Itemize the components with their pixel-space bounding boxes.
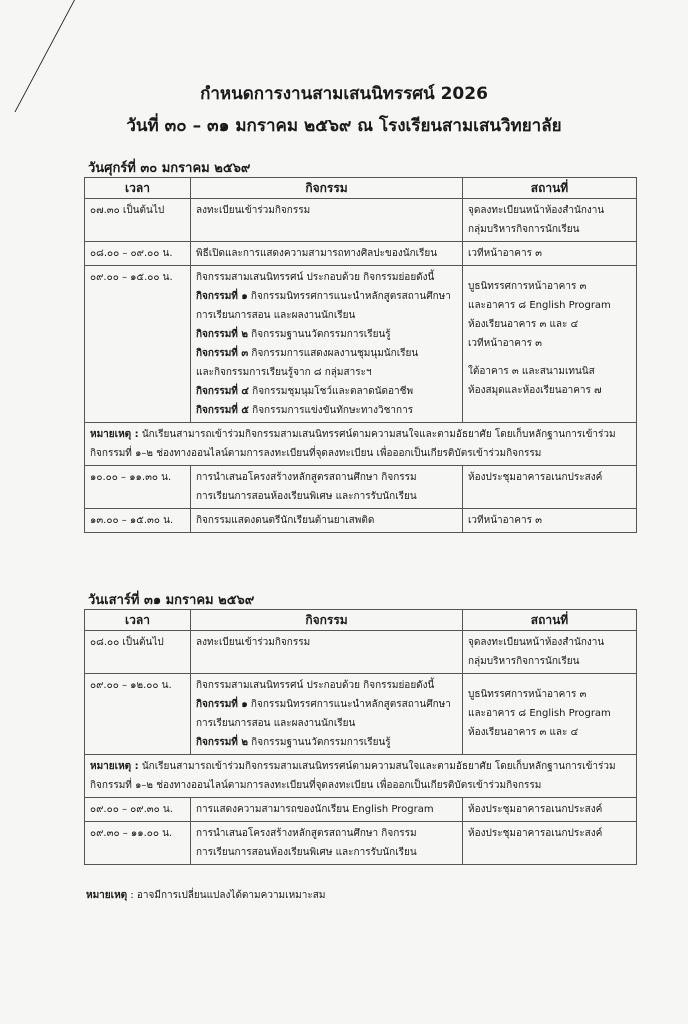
row-location: บูธนิทรรศการหน้าอาคาร ๓ และอาคาร ๘ English Program ห้องเรียนอาคาร ๓ และ ๔: [463, 674, 637, 755]
row-location: บูธนิทรรศการหน้าอาคาร ๓ และอาคาร ๘ English Program ห้องเรียนอาคาร ๓ และ ๔ เวทีหน้าอาคาร ๓ ใต้อาคาร ๓ และสนามเทนนิส ห้องสมุดและห้องเรียนอาคาร ๗: [463, 266, 637, 423]
table-row: [85, 242, 637, 266]
table-row: [85, 509, 637, 533]
row-time: ๐๘.๐๐ เป็นต้นไป: [85, 631, 191, 674]
footer-note-label: หมายเหตุ: [86, 890, 128, 901]
header-location: สถานที่: [463, 178, 637, 199]
row-location: ห้องประชุมอาคารอเนกประสงค์: [463, 798, 637, 822]
row-time: ๐๙.๓๐ – ๑๑.๐๐ น.: [85, 822, 191, 865]
row-time: ๑๓.๐๐ – ๑๕.๓๐ น.: [85, 509, 191, 533]
table-row: [85, 631, 637, 674]
day1-schedule-table: [84, 177, 637, 533]
document-subtitle: วันที่ ๓๐ – ๓๑ มกราคม ๒๕๖๙ ณ โรงเรียนสามเสนวิทยาลัย: [126, 116, 562, 136]
row-activity: พิธีเปิดและการแสดงความสามารถทางศิลปะของนักเรียน: [191, 242, 463, 266]
row-activity: การแสดงความสามารถของนักเรียน English Program: [191, 798, 463, 822]
row-location: ห้องประชุมอาคารอเนกประสงค์: [463, 466, 637, 509]
row-activity: กิจกรรมสามเสนนิทรรศน์ ประกอบด้วย กิจกรรมย่อยดังนี้ กิจกรรมที่ ๑ กิจกรรมนิทรรศการแนะนำหลักสูตรสถานศึกษา การเรียนการสอน และผลงานนักเรียน กิจกรรมที่ ๒ กิจกรรมฐานนวัตกรรมการเรียนรู้ กิจกรรมที่ ๓ กิจกรรมการแสดงผลงานชุมนุมนักเรียน และกิจกรรมการเรียนรู้จาก ๘ กลุ่มสาระฯ กิจกรรมที่ ๔ กิจกรรมชุมนุมโชว์และตลาดนัดอาชีพ กิจกรรมที่ ๕ กิจกรรมการแข่งขันทักษะทางวิชาการ: [191, 266, 463, 423]
row-activity: กิจกรรมสามเสนนิทรรศน์ ประกอบด้วย กิจกรรมย่อยดังนี้ กิจกรรมที่ ๑ กิจกรรมนิทรรศการแนะนำหลักสูตรสถานศึกษา การเรียนการสอน และผลงานนักเรียน กิจกรรมที่ ๒ กิจกรรมฐานนวัตกรรมการเรียนรู้: [191, 674, 463, 755]
row-activity: การนำเสนอโครงสร้างหลักสูตรสถานศึกษา กิจกรรม การเรียนการสอนห้องเรียนพิเศษ และการรับนักเรียน: [191, 822, 463, 865]
footer-note: [86, 888, 325, 903]
row-location: จุดลงทะเบียนหน้าห้องสำนักงาน กลุ่มบริหารกิจการนักเรียน: [463, 631, 637, 674]
row-location: ห้องประชุมอาคารอเนกประสงค์: [463, 822, 637, 865]
day2-schedule-table: [84, 609, 637, 865]
day1-heading: วันศุกร์ที่ ๓๐ มกราคม ๒๕๖๙: [88, 161, 251, 176]
header-activity: กิจกรรม: [191, 178, 463, 199]
row-time: ๐๗.๓๐ เป็นต้นไป: [85, 199, 191, 242]
row-activity: กิจกรรมแสดงดนตรีนักเรียนต้านยาเสพติด: [191, 509, 463, 533]
row-time: ๐๙.๐๐ – ๑๒.๐๐ น.: [85, 674, 191, 755]
row-activity: ลงทะเบียนเข้าร่วมกิจกรรม: [191, 631, 463, 674]
footer-note-text: : อาจมีการเปลี่ยนแปลงได้ตามความเหมาะสม: [130, 890, 326, 901]
table-row: [85, 822, 637, 865]
table-row: [85, 674, 637, 755]
header-location: สถานที่: [463, 610, 637, 631]
row-location: เวทีหน้าอาคาร ๓: [463, 242, 637, 266]
row-location: จุดลงทะเบียนหน้าห้องสำนักงาน กลุ่มบริหารกิจการนักเรียน: [463, 199, 637, 242]
row-time: ๐๙.๐๐ – ๐๙.๓๐ น.: [85, 798, 191, 822]
row-activity: ลงทะเบียนเข้าร่วมกิจกรรม: [191, 199, 463, 242]
table-header-row: [85, 610, 637, 631]
table-row: [85, 798, 637, 822]
note-text: หมายเหตุ : นักเรียนสามารถเข้าร่วมกิจกรรมสามเสนนิทรรศน์ตามความสนใจและตามอัธยาศัย โดยเก็บหลักฐานการเข้าร่วม กิจกรรมที่ ๑–๒ ช่องทางออนไลน์ตามการลงทะเบียนที่จุดลงทะเบียน เพื่อออกเป็นเกียรติบัตรเข้าร่วมกิจกรรม: [85, 423, 637, 466]
document-title: กำหนดการงานสามเสนนิทรรศน์ 2026: [200, 84, 488, 104]
note-text: หมายเหตุ : นักเรียนสามารถเข้าร่วมกิจกรรมสามเสนนิทรรศน์ตามความสนใจและตามอัธยาศัย โดยเก็บหลักฐานการเข้าร่วม กิจกรรมที่ ๑–๒ ช่องทางออนไลน์ตามการลงทะเบียนที่จุดลงทะเบียน เพื่อออกเป็นเกียรติบัตรเข้าร่วมกิจกรรม: [85, 755, 637, 798]
table-row: [85, 466, 637, 509]
note-row: [85, 755, 637, 798]
note-row: [85, 423, 637, 466]
table-row: [85, 266, 637, 423]
row-location: เวทีหน้าอาคาร ๓: [463, 509, 637, 533]
header-time: เวลา: [85, 178, 191, 199]
row-activity: การนำเสนอโครงสร้างหลักสูตรสถานศึกษา กิจกรรม การเรียนการสอนห้องเรียนพิเศษ และการรับนักเรียน: [191, 466, 463, 509]
table-row: [85, 199, 637, 242]
day2-heading: วันเสาร์ที่ ๓๑ มกราคม ๒๕๖๙: [88, 593, 255, 608]
row-time: ๐๘.๐๐ – ๐๙.๐๐ น.: [85, 242, 191, 266]
header-time: เวลา: [85, 610, 191, 631]
header-activity: กิจกรรม: [191, 610, 463, 631]
table-header-row: [85, 178, 637, 199]
row-time: ๐๙.๐๐ – ๑๕.๐๐ น.: [85, 266, 191, 423]
row-time: ๑๐.๐๐ – ๑๑.๓๐ น.: [85, 466, 191, 509]
